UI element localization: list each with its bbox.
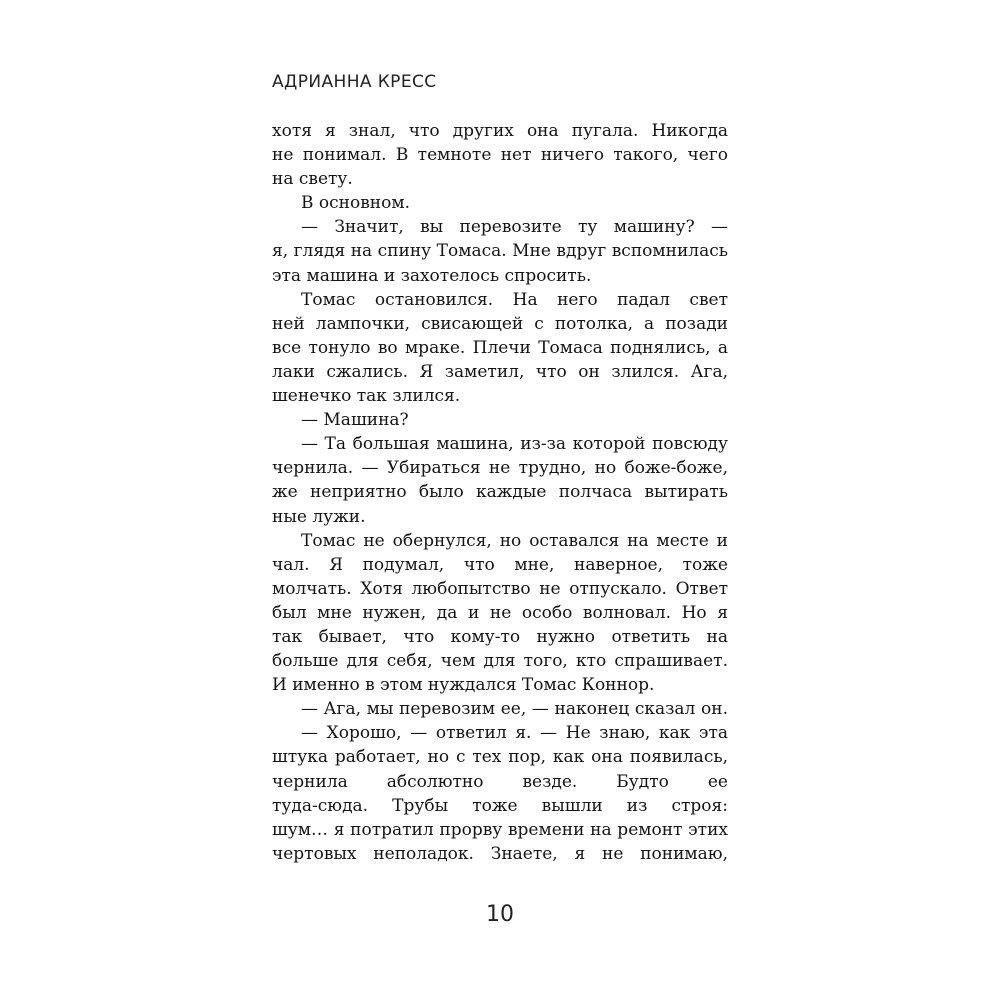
text-line: больше для себя, чем для того, кто спрашивает. [272, 651, 728, 672]
text-line: все тонуло во мраке. Плечи Томаса поднялись, а [272, 337, 728, 358]
text-line: ные лужи. [272, 506, 366, 527]
text-line: же неприятно было каждые полчаса вытирать [272, 482, 728, 503]
text-line: штука работает, но с тех пор, как она появилась, [272, 747, 728, 768]
text-line: чернила абсолютно везде. Будто ее [272, 771, 728, 792]
text-line: шенечко так злился. [272, 386, 461, 407]
text-line: на свету. [272, 169, 353, 190]
text-line: лаки сжались. Я заметил, что он злился. Ага, [272, 361, 728, 382]
running-head-author: АДРИАННА КРЕСС [272, 72, 437, 92]
text-line: — Ага, мы перевозим ее, — наконец сказал он. [301, 699, 728, 720]
text-line: — Та большая машина, из-за которой повсюду [301, 434, 728, 455]
body-text [272, 119, 728, 866]
text-line: туда-сюда. Трубы тоже вышли из строя: [272, 795, 728, 816]
text-line: не понимал. В темноте нет ничего такого, чего [272, 145, 728, 166]
text-line: чал. Я подумал, что мне, наверное, тоже [272, 554, 728, 575]
text-line: — Значит, вы перевозите ту машину? — [301, 217, 728, 238]
text-line: эта машина и захотелось спросить. [272, 265, 592, 286]
text-line: молчать. Хотя любопытство не отпускало. Ответ [272, 578, 728, 599]
text-line: шум… я потратил прорву времени на ремонт этих [272, 819, 728, 840]
text-line: был мне нужен, да и не особо волновал. Но я [272, 602, 728, 623]
text-line: Томас остановился. На него падал свет [301, 289, 728, 310]
text-line: В основном. [301, 193, 410, 214]
text-line: — Хорошо, — ответил я. — Не знаю, как эта [301, 723, 728, 744]
text-line: так бывает, что кому-то нужно ответить на [272, 626, 728, 647]
text-line: И именно в этом нуждался Томас Коннор. [272, 675, 655, 696]
text-line: чернила. — Убираться не трудно, но боже-боже, [272, 458, 728, 479]
text-line: Томас не обернулся, но оставался на месте и [301, 530, 728, 551]
text-line: чертовых неполадок. Знаете, я не понимаю, [272, 843, 728, 864]
text-line: я, глядя на спину Томаса. Мне вдруг вспомнилась [272, 241, 728, 262]
text-line: ней лампочки, свисающей с потолка, а позади [272, 313, 728, 334]
page-number: 10 [486, 902, 514, 927]
text-line: — Машина? [301, 410, 409, 431]
text-line: хотя я знал, что других она пугала. Никогда [272, 121, 728, 141]
